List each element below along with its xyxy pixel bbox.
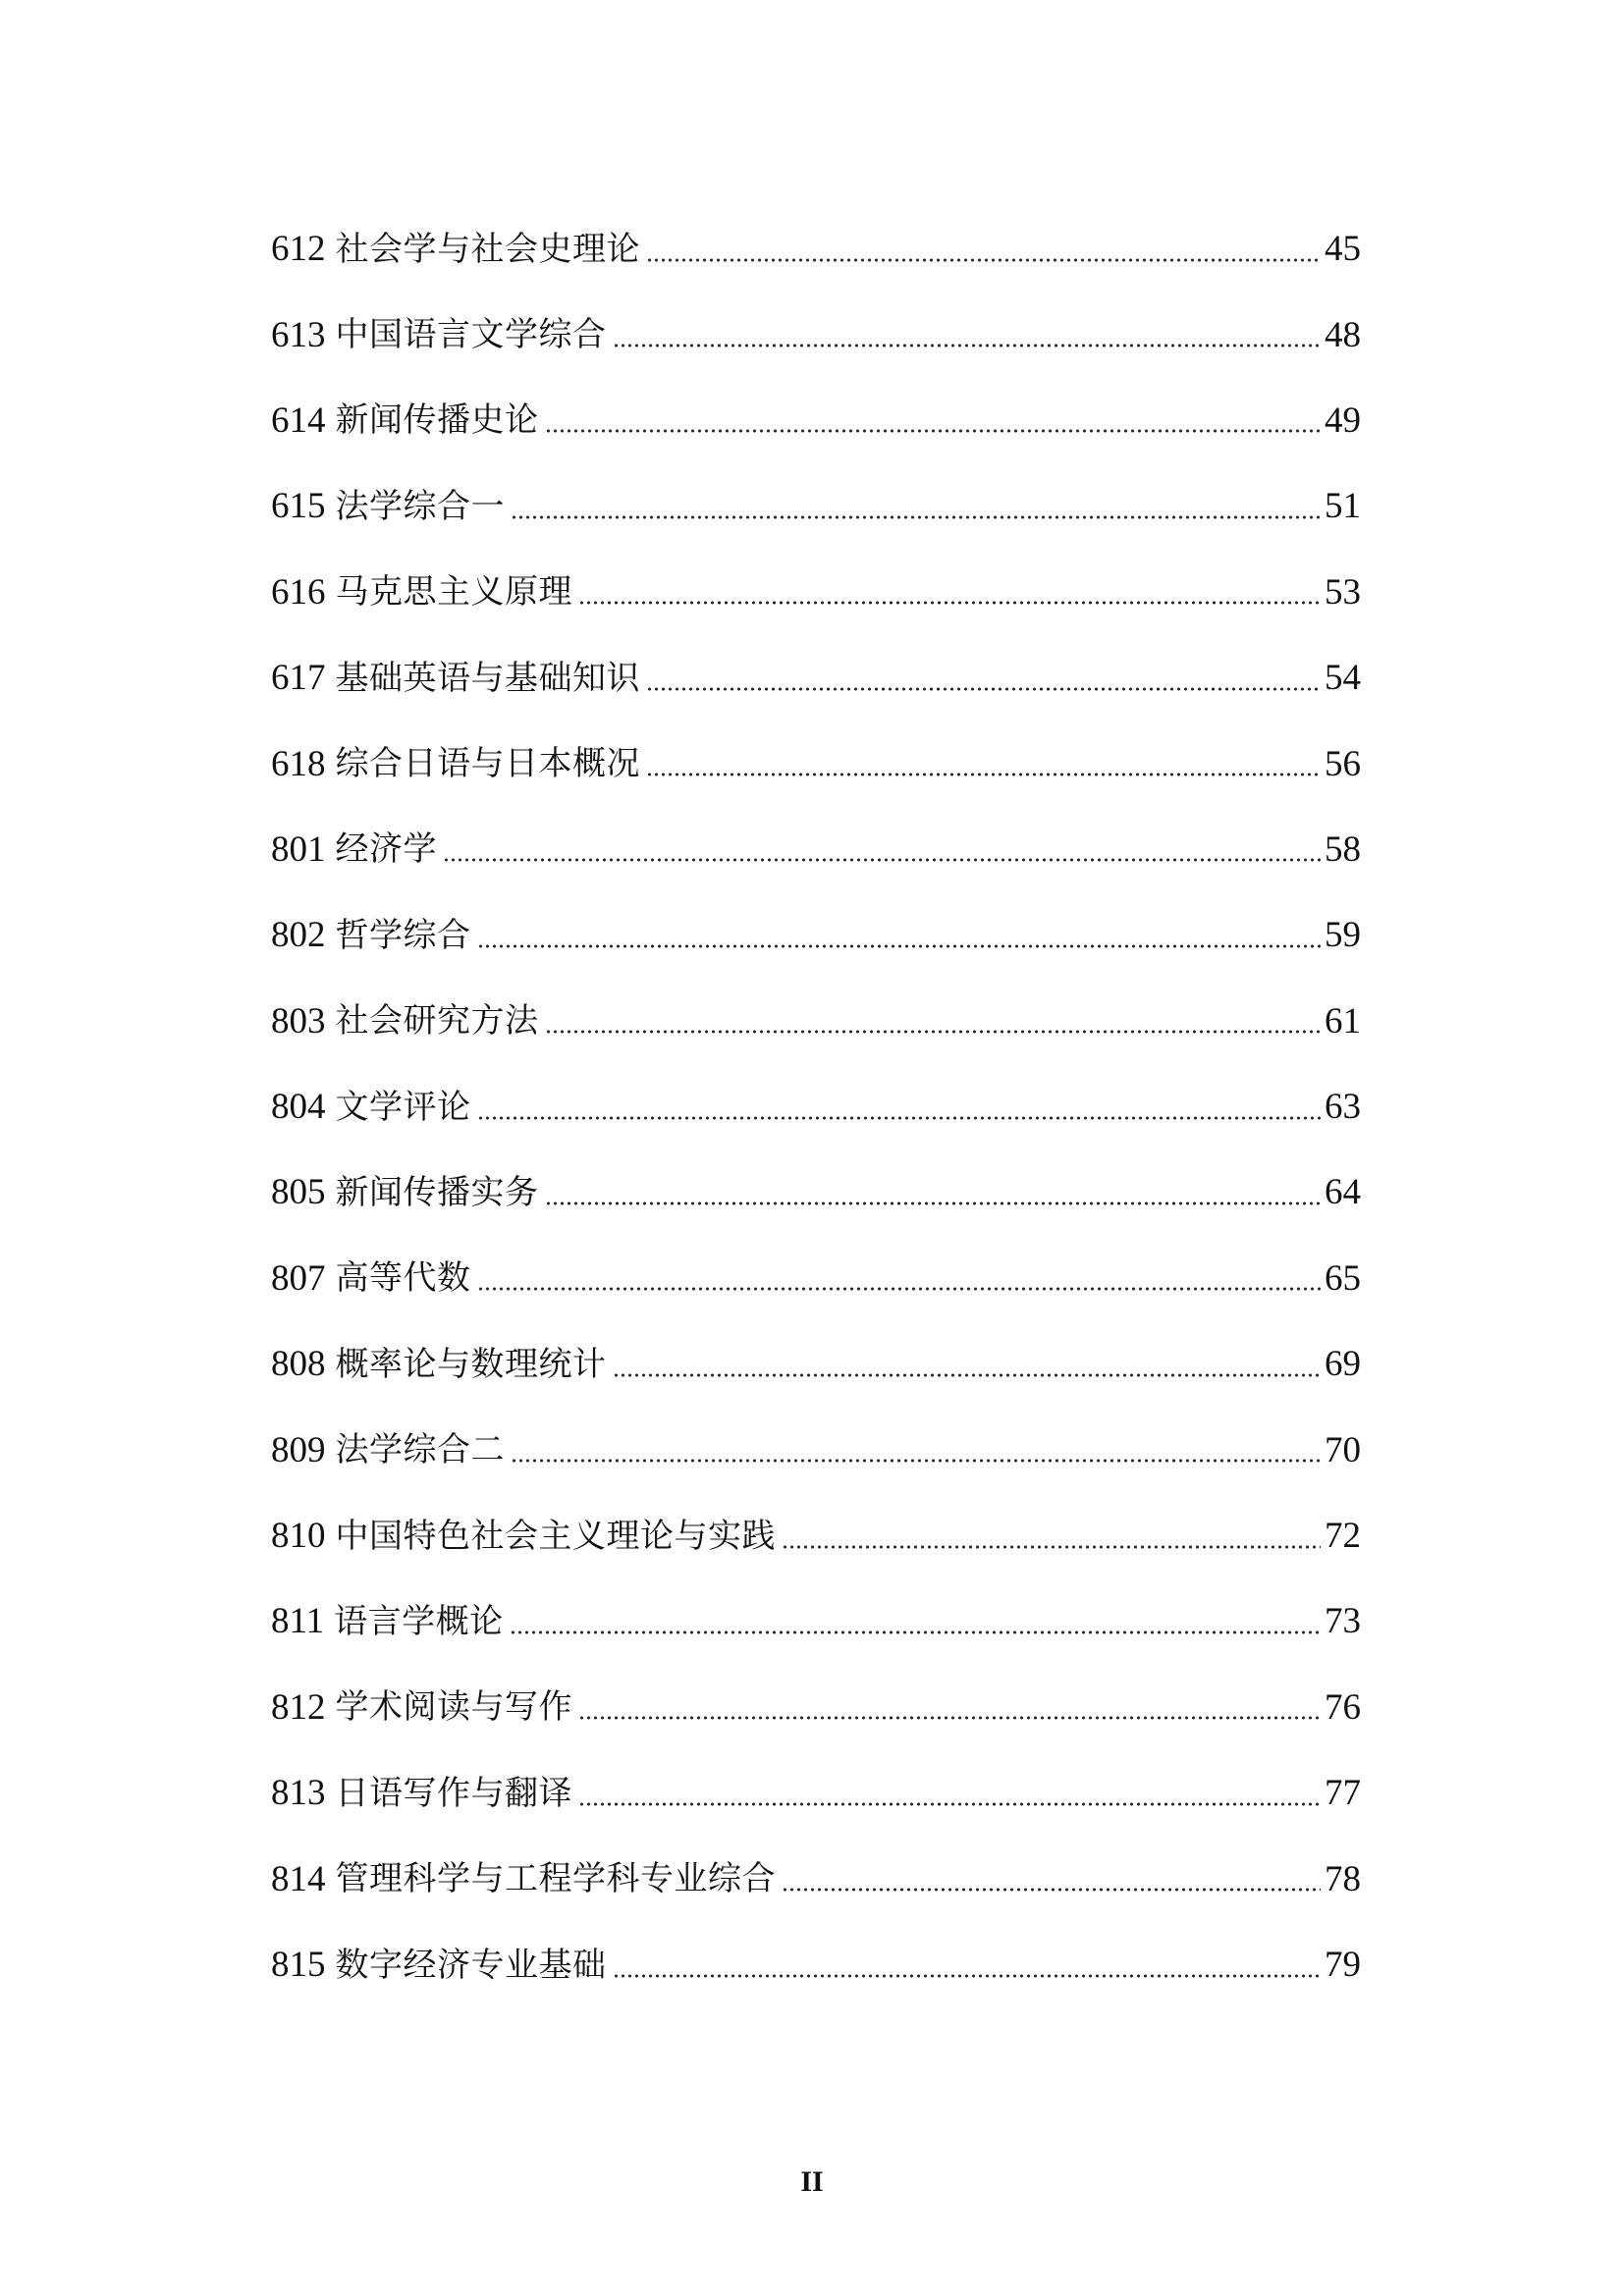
toc-entry[interactable]: [271, 1922, 1361, 2007]
toc-entry-code: 614: [271, 400, 326, 441]
toc-entry-page: 76: [1325, 1686, 1361, 1728]
toc-entry[interactable]: [271, 1493, 1361, 1578]
toc-entry[interactable]: [271, 892, 1361, 978]
toc-entry-page: 58: [1325, 828, 1361, 870]
toc-entry-page: 51: [1325, 486, 1361, 527]
toc-entry-title: 法学综合一: [335, 486, 505, 526]
toc-entry-code: 813: [271, 1773, 326, 1814]
toc-entry-page: 79: [1325, 1945, 1361, 1985]
toc-entry[interactable]: [271, 292, 1361, 377]
toc-entry-code: 807: [271, 1257, 326, 1299]
toc-entry-code: 615: [271, 486, 326, 527]
toc-entry-title: 中国特色社会主义理论与实践: [335, 1516, 776, 1556]
toc-entry-code: 808: [271, 1344, 326, 1385]
dot-leader: [510, 1616, 1321, 1635]
toc-entry-page: 63: [1325, 1087, 1361, 1128]
toc-entry-page: 73: [1325, 1601, 1361, 1642]
page-number: II: [800, 2165, 824, 2198]
toc-entry-code: 811: [271, 1601, 325, 1642]
toc-entry[interactable]: [271, 1407, 1361, 1492]
toc-entry[interactable]: [271, 1064, 1361, 1149]
dot-leader: [578, 586, 1321, 606]
toc-entry-code: 618: [271, 743, 326, 784]
toc-entry[interactable]: [271, 550, 1361, 635]
toc-entry-page: 69: [1325, 1344, 1361, 1385]
toc-entry-title: 社会学与社会史理论: [335, 229, 640, 269]
toc-entry-title: 法学综合二: [335, 1430, 505, 1470]
toc-entry-code: 617: [271, 658, 326, 699]
toc-entry-code: 815: [271, 1945, 326, 1985]
toc-entry-page: 54: [1325, 658, 1361, 699]
toc-entry-page: 53: [1325, 571, 1361, 613]
toc-entry[interactable]: [271, 979, 1361, 1064]
dot-leader: [578, 1701, 1321, 1721]
toc-entry-page: 64: [1325, 1172, 1361, 1213]
dot-leader: [545, 1015, 1322, 1035]
toc-entry-title: 社会研究方法: [335, 1001, 539, 1041]
toc-entry-title: 学术阅读与写作: [335, 1687, 572, 1728]
toc-entry-title: 哲学综合: [335, 915, 471, 955]
toc-entry-code: 613: [271, 314, 326, 355]
toc-entry[interactable]: [271, 1321, 1361, 1407]
toc-entry-title: 管理科学与工程学科专业综合: [335, 1859, 776, 1899]
toc-entry[interactable]: [271, 721, 1361, 806]
dot-leader: [511, 1444, 1321, 1464]
toc-entry[interactable]: [271, 635, 1361, 721]
toc-entry-page: 49: [1325, 400, 1361, 441]
toc-entry[interactable]: [271, 1149, 1361, 1235]
toc-entry-code: 810: [271, 1516, 326, 1557]
dot-leader: [443, 843, 1321, 863]
toc-entry-page: 77: [1325, 1773, 1361, 1814]
toc-entry-code: 802: [271, 915, 326, 956]
dot-leader: [782, 1873, 1321, 1893]
toc-entry[interactable]: [271, 807, 1361, 892]
dot-leader: [646, 672, 1321, 692]
toc-entry-page: 65: [1325, 1257, 1361, 1299]
toc-entry-page: 56: [1325, 743, 1361, 784]
dot-leader: [477, 1272, 1322, 1292]
toc-entry[interactable]: [271, 1836, 1361, 1921]
dot-leader: [646, 758, 1321, 777]
toc-entry-title: 新闻传播史论: [335, 400, 539, 441]
toc-entry-page: 45: [1325, 229, 1361, 270]
toc-entry-title: 数字经济专业基础: [335, 1945, 607, 1985]
toc-entry[interactable]: [271, 206, 1361, 292]
toc-entry-page: 78: [1325, 1858, 1361, 1899]
toc-entry-title: 马克思主义原理: [335, 572, 572, 613]
toc-entry-page: 70: [1325, 1429, 1361, 1470]
toc-entry-code: 809: [271, 1429, 326, 1470]
toc-entry-title: 文学评论: [335, 1087, 471, 1127]
toc-entry-code: 801: [271, 828, 326, 870]
toc-entry-code: 612: [271, 229, 326, 270]
toc-entry-page: 59: [1325, 915, 1361, 956]
toc-entry-title: 高等代数: [335, 1258, 471, 1299]
dot-leader: [477, 930, 1322, 949]
dot-leader: [545, 414, 1322, 434]
toc-entry-title: 概率论与数理统计: [335, 1344, 607, 1384]
toc-entry-title: 经济学: [335, 829, 437, 870]
toc-entry-code: 814: [271, 1858, 326, 1899]
table-of-contents: [271, 206, 1361, 2007]
toc-entry-code: 803: [271, 1000, 326, 1041]
toc-entry-title: 新闻传播实务: [335, 1172, 539, 1212]
dot-leader: [613, 1959, 1322, 1979]
toc-entry-page: 48: [1325, 314, 1361, 355]
toc-entry[interactable]: [271, 463, 1361, 549]
toc-entry-title: 语言学概论: [334, 1601, 504, 1641]
toc-entry[interactable]: [271, 1578, 1361, 1664]
dot-leader: [477, 1101, 1322, 1121]
toc-entry-code: 805: [271, 1172, 326, 1213]
dot-leader: [782, 1530, 1321, 1550]
toc-entry-title: 日语写作与翻译: [335, 1773, 572, 1813]
dot-leader: [613, 1359, 1322, 1378]
toc-entry-title: 综合日语与日本概况: [335, 744, 640, 784]
dot-leader: [545, 1187, 1322, 1206]
toc-entry[interactable]: [271, 1750, 1361, 1836]
dot-leader: [578, 1788, 1321, 1807]
dot-leader: [613, 329, 1322, 348]
toc-entry-page: 72: [1325, 1516, 1361, 1557]
toc-entry-code: 616: [271, 571, 326, 613]
toc-entry-code: 812: [271, 1686, 326, 1728]
toc-entry-code: 804: [271, 1087, 326, 1128]
toc-entry-title: 中国语言文学综合: [335, 315, 607, 355]
toc-entry-title: 基础英语与基础知识: [335, 658, 640, 698]
toc-entry[interactable]: [271, 1236, 1361, 1321]
dot-leader: [511, 501, 1321, 520]
toc-entry[interactable]: [271, 378, 1361, 463]
toc-entry[interactable]: [271, 1665, 1361, 1750]
dot-leader: [646, 243, 1321, 263]
toc-entry-page: 61: [1325, 1000, 1361, 1041]
